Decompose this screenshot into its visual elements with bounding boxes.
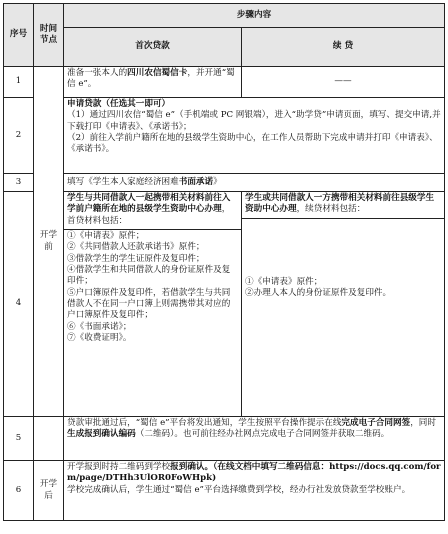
table-row-3 [4, 174, 445, 192]
row1-text-tail: ，并开通“蜀信 e”。 [67, 68, 235, 90]
row4-first-bold: 学生与共同借款人一起携带相关材料前往入学前户籍所在地的县级学生资助中心办理 [67, 193, 231, 215]
subheader-row [4, 28, 445, 67]
header-steps: 步骤内容 [64, 4, 445, 28]
row5-phase-empty [34, 417, 64, 461]
table-row-2 [4, 98, 445, 174]
list-item: ⑤户口簿原件及复印件，若借款学生与共同借款人不在同一户口簿上则需携带其对应的户口簿原件及复印件； [67, 287, 231, 321]
row4-renew-bold: 学生或共同借款人一方携带相关材料前往县级学生资助中心办理 [245, 193, 435, 215]
row4-first-content [64, 192, 242, 417]
table-row-5 [4, 417, 445, 461]
row6-bold-confirm: 报到确认。（在线文档中填写二维码信息：https://docs.qq.com/form/page/DTHh3UlOR0FoWHpk) [67, 462, 441, 484]
list-item: ⑦《收费证明》。 [67, 333, 132, 344]
row4-renew-materials [242, 218, 444, 300]
row1-first-content [64, 67, 242, 98]
row3-content [64, 174, 445, 192]
row4-renew-intro [245, 193, 441, 216]
phase-after-school: 开学后 [34, 461, 64, 521]
list-item: ①《申请表》原件； [245, 276, 323, 287]
row5-text-tail: （二维码）。也可前往经办社网点完成电子合同网签并获取二维码。 [135, 429, 390, 440]
row4-first-intro [67, 193, 238, 227]
row5-content [64, 417, 445, 461]
table-row-6 [4, 461, 445, 521]
row2-option1: （1）通过四川农信“蜀信 e”（手机端或 PC 网银端），进入“助学贷”申请页面，填写、提交申请,并下载打印《申请表》、《承诺书》； [67, 110, 441, 132]
row3-text: 填写《学生本人家庭经济困难 [67, 176, 179, 187]
row5-text-mid: ，同时 [410, 418, 436, 428]
row3-bold: 书面承诺 [178, 176, 214, 187]
loan-procedure-table [3, 3, 445, 521]
list-item: ②办理人本人的身份证原件及复印件。 [245, 288, 392, 299]
header-time: 时间节点 [34, 4, 64, 67]
header-row [4, 4, 445, 28]
list-item: ③借款学生的学生证原件及复印件； [67, 253, 205, 264]
row4-first-tail: ，首贷材料包括： [67, 204, 231, 226]
row4-renew-tail: ，续贷材料包括： [296, 204, 366, 215]
row-number: 2 [4, 98, 34, 174]
list-item: ④借款学生和共同借款人的身份证原件及复印件； [67, 265, 231, 287]
row3-text-tail: 》 [213, 176, 222, 187]
row-number: 5 [4, 417, 34, 461]
row1-renew-content: —— [242, 67, 445, 98]
list-item: ⑥《书面承诺》； [67, 321, 132, 332]
table-row-4 [4, 192, 445, 417]
row4-first-materials [64, 229, 241, 344]
row6-content [64, 461, 445, 521]
header-seq: 序号 [4, 4, 34, 67]
table-row-1 [4, 67, 445, 98]
row-number: 4 [4, 192, 34, 417]
row2-title: 申请贷款（任选其一即可） [67, 99, 171, 109]
list-item: ②《共同借款人还款承诺书》原件； [67, 242, 205, 253]
row-number: 3 [4, 174, 34, 192]
row1-text: 准备一张本人的 [67, 68, 128, 78]
row-number: 6 [4, 461, 34, 521]
header-first-loan: 首次贷款 [64, 28, 242, 67]
row-number: 1 [4, 67, 34, 98]
header-renew-loan: 续 贷 [242, 28, 445, 67]
row6-text: 开学报到时持二维码到学校 [67, 462, 171, 472]
row5-bold-contract: 完成电子合同网签 [341, 418, 411, 428]
row6-text-tail: 学校完成确认后，学生通过“蜀信 e”平台选择缴费到学校，经办行社发放贷款至学校账户。 [67, 484, 411, 495]
phase-before-school: 开学前 [34, 67, 64, 417]
row4-renew-content [242, 192, 445, 417]
list-item: ①《申请表》原件； [67, 231, 145, 242]
row5-bold-code: 生成报到确认编码 [67, 429, 136, 440]
row1-bold: 四川农信蜀信卡 [127, 68, 188, 78]
row2-option2: （2）前往入学前户籍所在地的县级学生资助中心，在工作人员帮助下完成申请并打印《申请表》、《承诺书》。 [67, 133, 438, 155]
row5-text: 贷款审批通过后，“蜀信 e”平台将发出通知，学生按照平台操作提示在线 [67, 418, 342, 428]
row2-content [64, 98, 445, 174]
